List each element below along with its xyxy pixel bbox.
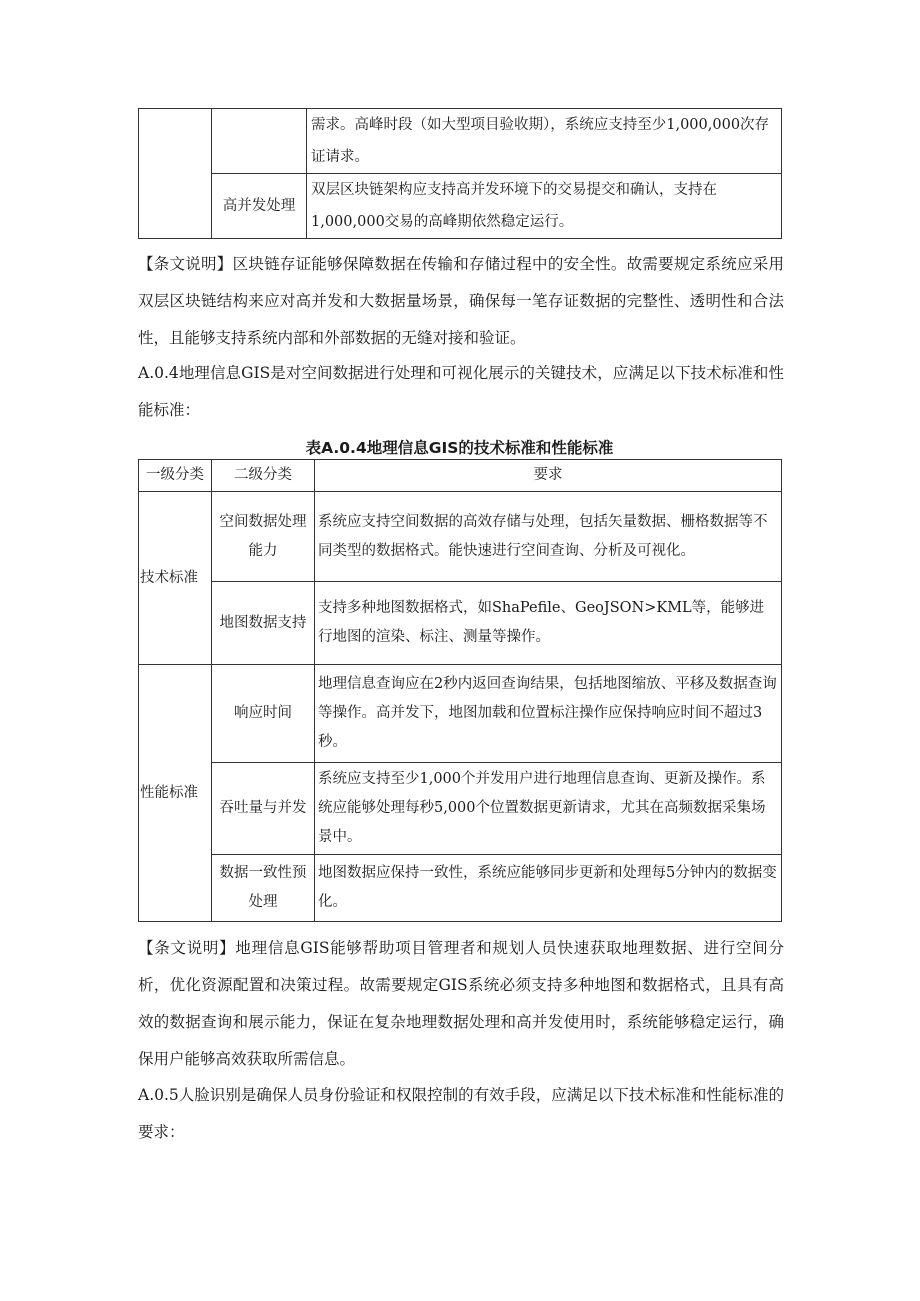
clause-note-blockchain: 【条文说明】区块链存证能够保障数据在传输和存储过程中的安全性。故需要规定系统应采用双层区块链结构来应对高并发和大数据量场景，确保每一笔存证数据的完整性、透明性和合法性，且能够支持系统内部和外部数据的无缝对接和验证。 xyxy=(138,255,784,347)
clause-a04-intro: A.0.4地理信息GIS是对空间数据进行处理和可视化展示的关键技术，应满足以下技术标准和性能标准： xyxy=(138,364,784,419)
header-cat1: 一级分类 xyxy=(139,460,212,492)
table-row xyxy=(139,109,782,174)
table-row xyxy=(139,582,782,665)
table-row xyxy=(139,492,782,582)
subcategory-cell: 响应时间 xyxy=(212,665,315,763)
gis-standards-table xyxy=(138,459,782,922)
category-technical: 技术标准 xyxy=(139,492,212,665)
subcategory-cell xyxy=(212,109,307,174)
requirement-cell: 支持多种地图数据格式，如ShaPefile、GeoJSON>KML等，能够进行地图的渲染、标注、测量等操作。 xyxy=(315,582,782,665)
requirement-cell: 系统应支持空间数据的高效存储与处理，包括矢量数据、栅格数据等不同类型的数据格式。能快速进行空间查询、分析及可视化。 xyxy=(315,492,782,582)
clause-note-gis: 【条文说明】地理信息GIS能够帮助项目管理者和规划人员快速获取地理数据、进行空间分析，优化资源配置和决策过程。故需要规定GIS系统必须支持多种地图和数据格式，且具有高效的数据查询和展示能力，保证在复杂地理数据处理和高并发使用时，系统能够稳定运行，确保用户能够高效获取所需信息。 xyxy=(138,939,784,1068)
continued-requirements-table xyxy=(138,108,782,239)
table-row xyxy=(139,763,782,855)
category-cell-empty xyxy=(139,109,212,239)
table-row xyxy=(139,174,782,239)
subcategory-cell: 数据一致性预处理 xyxy=(212,855,315,922)
header-cat2: 二级分类 xyxy=(212,460,315,492)
clause-a05-intro: A.0.5人脸识别是确保人员身份验证和权限控制的有效手段，应满足以下技术标准和性能标准的要求： xyxy=(138,1086,784,1141)
requirement-cell: 地理信息查询应在2秒内返回查询结果，包括地图缩放、平移及数据查询等操作。高并发下，地图加载和位置标注操作应保持响应时间不超过3秒。 xyxy=(315,665,782,763)
requirement-cell: 系统应支持至少1,000个并发用户进行地理信息查询、更新及操作。系统应能够处理每秒5,000个位置数据更新请求，尤其在高频数据采集场景中。 xyxy=(315,763,782,855)
subcategory-cell: 吞吐量与并发 xyxy=(212,763,315,855)
table-row xyxy=(139,665,782,763)
requirement-cell: 地图数据应保持一致性，系统应能够同步更新和处理每5分钟内的数据变化。 xyxy=(315,855,782,922)
header-requirement: 要求 xyxy=(315,460,782,492)
table-header-row xyxy=(139,460,782,492)
subcategory-cell: 地图数据支持 xyxy=(212,582,315,665)
subcategory-cell: 高并发处理 xyxy=(212,174,307,239)
table-row xyxy=(139,855,782,922)
subcategory-cell: 空间数据处理能力 xyxy=(212,492,315,582)
requirement-cell: 需求。高峰时段（如大型项目验收期），系统应支持至少1,000,000次存证请求。 xyxy=(307,109,782,174)
table-caption: 表A.0.4地理信息GIS的技术标准和性能标准 xyxy=(305,439,614,457)
requirement-cell: 双层区块链架构应支持高并发环境下的交易提交和确认，支持在1,000,000交易的高峰期依然稳定运行。 xyxy=(307,174,782,239)
category-performance: 性能标准 xyxy=(139,665,212,922)
